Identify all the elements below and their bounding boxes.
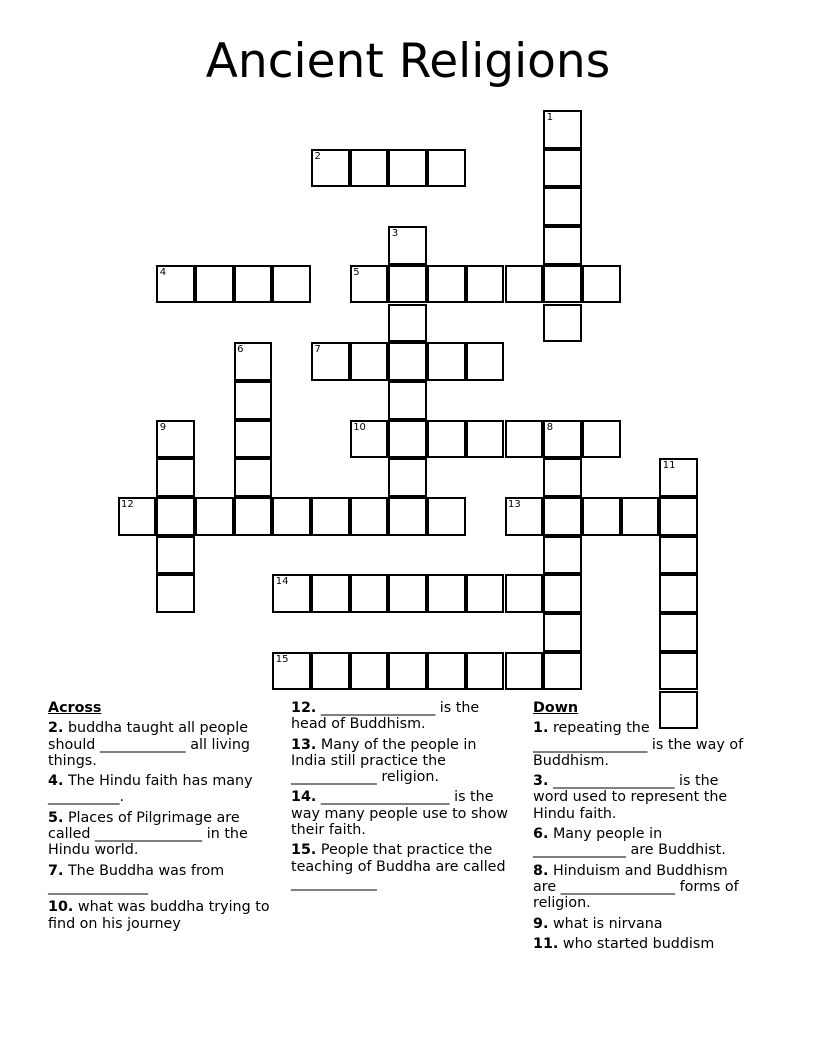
clue-item (533, 916, 755, 932)
clue-text: Places of Pilgrimage are called _______________ in the Hindu world. (48, 809, 248, 859)
clue-text: Many people in _____________ are Buddhist. (533, 826, 726, 859)
grid-cell[interactable] (427, 265, 466, 304)
clue-number-15: 15 (275, 653, 289, 665)
grid-cell[interactable] (427, 149, 466, 188)
grid-cell[interactable] (388, 342, 427, 381)
grid-cell[interactable] (234, 497, 273, 536)
clue-item (533, 936, 755, 952)
grid-cell[interactable] (659, 536, 698, 575)
grid-cell[interactable] (466, 265, 505, 304)
clue-number-7: 7 (314, 344, 321, 356)
grid-cell[interactable] (543, 613, 582, 652)
clue-number-1: 1 (546, 112, 554, 123)
grid-cell[interactable] (582, 497, 621, 536)
clue-item (291, 737, 513, 786)
grid-cell[interactable] (466, 420, 505, 459)
grid-cell[interactable] (388, 497, 427, 536)
grid-cell[interactable] (621, 497, 660, 536)
grid-cell[interactable] (350, 149, 389, 188)
grid-cell[interactable] (466, 342, 505, 381)
clue-number-9: 9 (159, 421, 167, 433)
clue-number: 13. (291, 736, 317, 753)
clue-item (48, 810, 280, 859)
grid-cell[interactable] (388, 265, 427, 304)
clue-number: 15. (291, 842, 317, 859)
clue-number: 10. (48, 899, 74, 916)
clue-item (48, 899, 280, 932)
clue-text: repeating the ________________ is the way of Buddhism. (533, 720, 744, 769)
grid-cell[interactable] (156, 574, 195, 613)
clue-number: 4. (48, 773, 64, 790)
clue-item (533, 773, 755, 822)
down-column (533, 700, 755, 956)
grid-cell[interactable] (505, 420, 544, 459)
grid-cell[interactable] (272, 497, 311, 536)
grid-cell[interactable] (543, 265, 582, 304)
grid-cell[interactable] (195, 265, 234, 304)
clue-text: Hinduism and Buddhism are ________________ forms of religion. (533, 862, 739, 912)
clue-number: 14. (291, 789, 317, 806)
clue-item (533, 826, 755, 859)
grid-cell[interactable] (543, 497, 582, 536)
clue-number-14: 14 (275, 576, 289, 588)
grid-cell[interactable] (350, 342, 389, 381)
grid-cell[interactable] (311, 497, 350, 536)
clue-text: who started buddism (562, 935, 715, 952)
grid-cell[interactable] (659, 497, 698, 536)
clue-item (533, 863, 755, 912)
clue-text: what is nirvana (552, 915, 663, 932)
clue-number: 3. (533, 773, 549, 790)
grid-cell[interactable] (466, 574, 505, 613)
grid-cell[interactable] (543, 187, 582, 226)
clue-text: _________________ is the word used to represent the Hindu faith. (533, 773, 728, 822)
clue-number: 2. (48, 720, 64, 737)
grid-cell[interactable] (659, 574, 698, 613)
grid-cell[interactable] (350, 574, 389, 613)
grid-cell[interactable] (388, 381, 427, 420)
clue-number-3: 3 (391, 228, 399, 240)
clue-number-13: 13 (508, 499, 521, 510)
grid-cell[interactable] (195, 497, 234, 536)
clue-number-11: 11 (662, 460, 676, 472)
clue-text: The Hindu faith has many __________. (48, 773, 253, 806)
grid-cell[interactable] (427, 652, 466, 691)
clue-number: 5. (48, 809, 64, 826)
grid-cell[interactable] (505, 574, 544, 613)
clue-item (291, 700, 513, 733)
grid-cell[interactable] (388, 458, 427, 497)
grid-cell[interactable] (543, 652, 582, 691)
grid-cell[interactable] (427, 420, 466, 459)
clue-item (48, 773, 280, 806)
grid-cell[interactable] (234, 420, 273, 459)
grid-cell[interactable] (388, 652, 427, 691)
clue-item (48, 720, 280, 769)
grid-cell[interactable] (543, 304, 582, 343)
grid-cell[interactable] (543, 226, 582, 265)
grid-cell[interactable] (427, 497, 466, 536)
clue-number: 7. (48, 862, 64, 879)
grid-cell[interactable] (543, 458, 582, 497)
clue-number: 9. (533, 915, 549, 932)
grid-cell[interactable] (466, 652, 505, 691)
clue-number: 8. (533, 862, 549, 879)
down-heading: Down (533, 700, 579, 716)
clue-text: People that practice the teaching of Buddha are called ____________ (291, 842, 506, 891)
grid-cell[interactable] (272, 265, 311, 304)
clue-number: 12. (291, 700, 317, 716)
clue-number-6: 6 (237, 344, 244, 356)
grid-cell[interactable] (234, 265, 273, 304)
clue-text: ________________ is the head of Buddhism. (291, 700, 480, 733)
clue-text: The Buddha was from ______________ (48, 862, 225, 895)
clue-number: 11. (533, 935, 559, 952)
grid-cell[interactable] (582, 265, 621, 304)
grid-cell[interactable] (659, 652, 698, 691)
clue-number-12: 12 (121, 499, 134, 510)
clue-number-5: 5 (353, 266, 360, 278)
clue-number-10: 10 (353, 421, 366, 433)
grid-cell[interactable] (234, 381, 273, 420)
clue-item (533, 720, 755, 769)
clue-number-8: 8 (546, 421, 554, 433)
grid-cell[interactable] (350, 497, 389, 536)
grid-cell[interactable] (311, 574, 350, 613)
grid-cell[interactable] (505, 652, 544, 691)
clue-text: buddha taught all people should ____________ all living things. (48, 720, 250, 769)
clue-number: 1. (533, 720, 549, 737)
clue-number-2: 2 (314, 150, 321, 162)
grid-cell[interactable] (388, 420, 427, 459)
grid-cell[interactable] (543, 574, 582, 613)
grid-cell[interactable] (388, 574, 427, 613)
grid-cell[interactable] (659, 613, 698, 652)
grid-cell[interactable] (156, 536, 195, 575)
grid-cell[interactable] (388, 149, 427, 188)
grid-cell[interactable] (350, 652, 389, 691)
grid-cell[interactable] (234, 458, 273, 497)
clue-text: Many of the people in India still practice the ____________ religion. (291, 736, 477, 786)
clue-item (291, 789, 513, 838)
grid-cell[interactable] (582, 420, 621, 459)
clue-item (48, 863, 280, 896)
grid-cell[interactable] (311, 652, 350, 691)
clue-item (291, 842, 513, 891)
grid-cell[interactable] (156, 458, 195, 497)
grid-cell[interactable] (543, 536, 582, 575)
across-column-1 (48, 700, 280, 936)
grid-cell[interactable] (543, 149, 582, 188)
grid-cell[interactable] (427, 574, 466, 613)
across-column-2 (291, 700, 513, 895)
grid-cell[interactable] (156, 497, 195, 536)
clue-number-4: 4 (159, 266, 167, 278)
page-title: Ancient Religions (205, 34, 611, 89)
clue-text: __________________ is the way many people use to show their faith. (291, 789, 508, 839)
grid-cell[interactable] (427, 342, 466, 381)
grid-cell[interactable] (388, 304, 427, 343)
clue-text: what was buddha trying to find on his journey (48, 899, 270, 932)
grid-cell[interactable] (505, 265, 544, 304)
across-heading: Across (48, 700, 102, 716)
clue-number: 6. (533, 826, 549, 843)
